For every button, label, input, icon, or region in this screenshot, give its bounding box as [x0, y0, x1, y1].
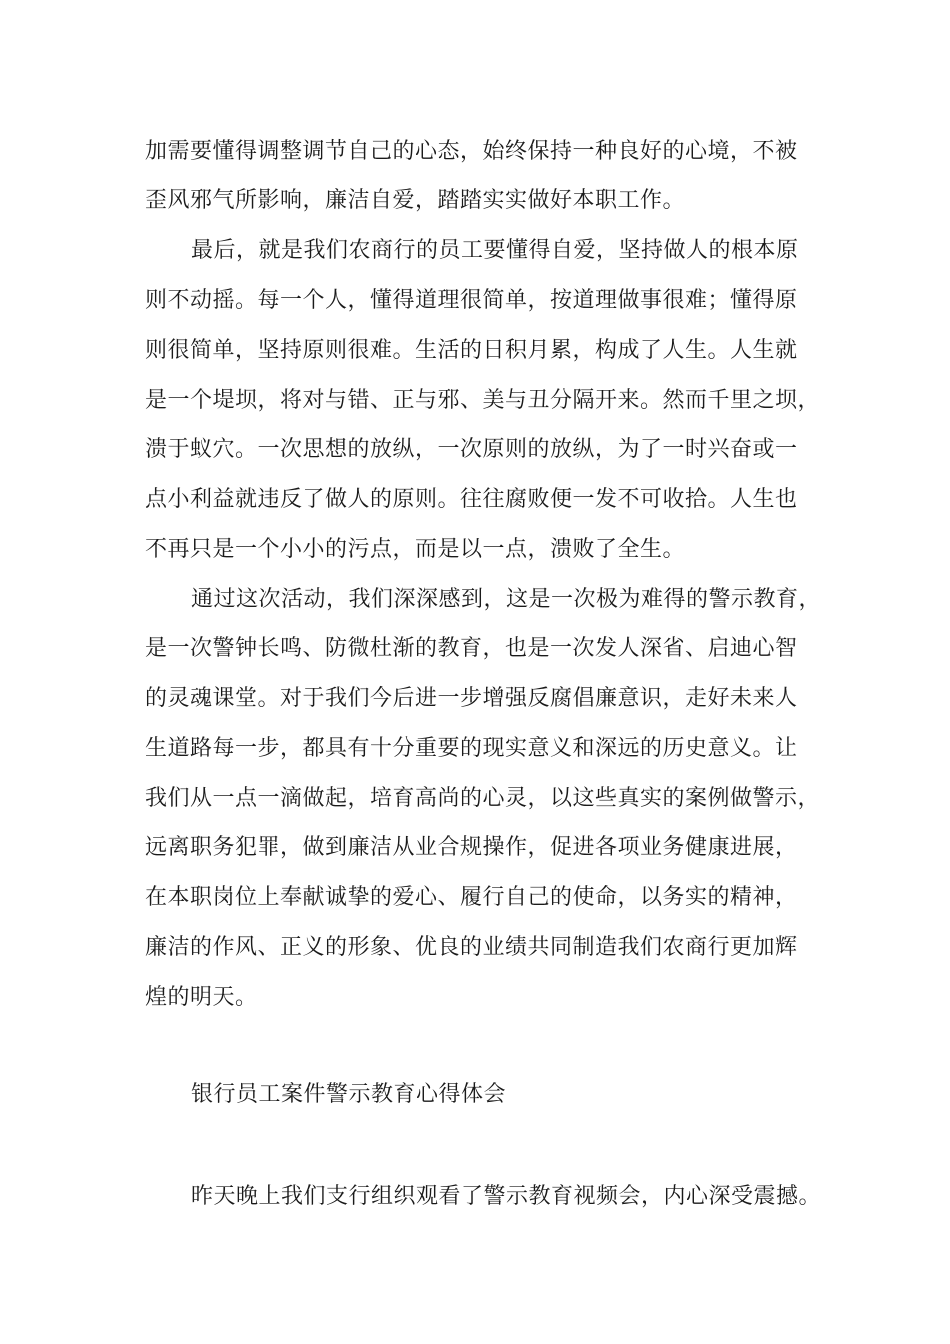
text-line: 在本职岗位上奉献诚挚的爱心、履行自己的使命，以务实的精神，	[145, 885, 798, 910]
text-line: 最后，就是我们农商行的员工要懂得自爱，坚持做人的根本原	[191, 238, 799, 263]
text-line: 则不动摇。每一个人，懂得道理很简单，按道理做事很难；懂得原	[145, 288, 798, 313]
text-line: 是一个堤坝，将对与错、正与邪、美与丑分隔开来。然而千里之坝，	[145, 388, 821, 413]
text-line: 则很简单，坚持原则很难。生活的日积月累，构成了人生。人生就	[145, 338, 798, 363]
text-line: 不再只是一个小小的污点，而是以一点，溃败了全生。	[145, 537, 686, 562]
text-line: 我们从一点一滴做起，培育高尚的心灵，以这些真实的案例做警示，	[145, 786, 821, 811]
text-line: 廉洁的作风、正义的形象、优良的业绩共同制造我们农商行更加辉	[145, 935, 798, 960]
text-line: 的灵魂课堂。对于我们今后进一步增强反腐倡廉意识，走好未来人	[145, 686, 798, 711]
text-line: 点小利益就违反了做人的原则。往往腐败便一发不可收拾。人生也	[145, 487, 798, 512]
text-line: 歪风邪气所影响，廉洁自爱，踏踏实实做好本职工作。	[145, 188, 686, 213]
text-line: 加需要懂得调整调节自己的心态，始终保持一种良好的心境，不被	[145, 139, 798, 164]
text-line: 远离职务犯罪，做到廉洁从业合规操作，促进各项业务健康进展，	[145, 835, 798, 860]
text-line: 溃于蚁穴。一次思想的放纵，一次原则的放纵，为了一时兴奋或一	[145, 437, 798, 462]
section-title: 银行员工案件警示教育心得体会	[191, 1082, 507, 1107]
text-line: 是一次警钟长鸣、防微杜渐的教育，也是一次发人深省、启迪心智	[145, 636, 798, 661]
text-line: 昨天晚上我们支行组织观看了警示教育视频会，内心深受震撼。	[191, 1184, 822, 1209]
text-line: 通过这次活动，我们深深感到，这是一次极为难得的警示教育，	[191, 587, 822, 612]
text-line: 生道路每一步，都具有十分重要的现实意义和深远的历史意义。让	[145, 736, 798, 761]
text-line: 煌的明天。	[145, 985, 258, 1010]
